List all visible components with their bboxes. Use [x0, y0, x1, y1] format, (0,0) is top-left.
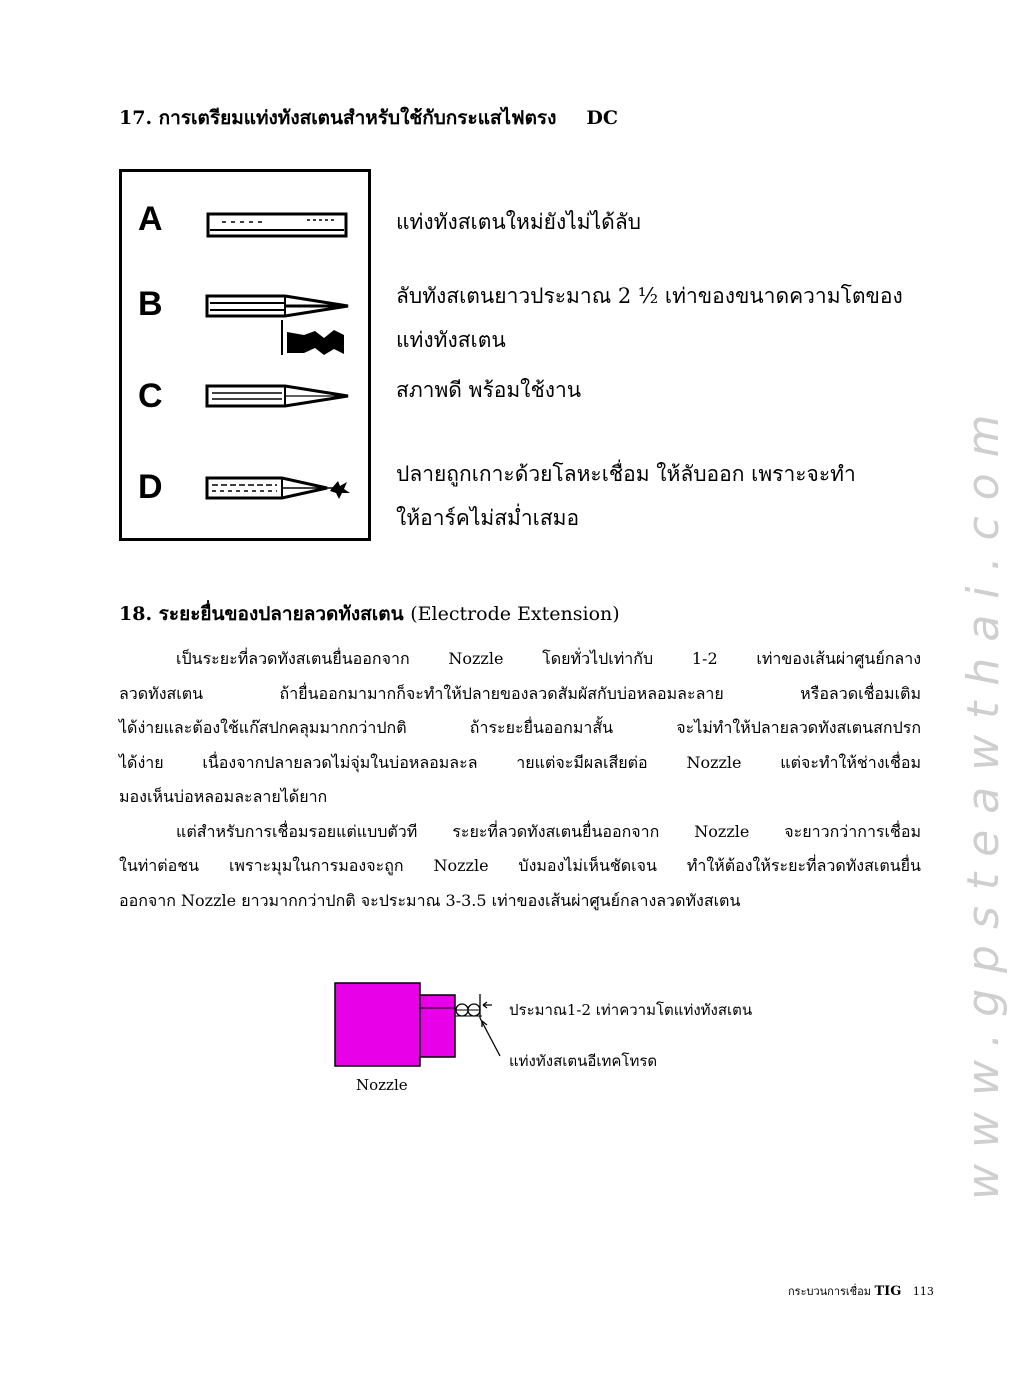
electrode-a-drawing [208, 214, 346, 236]
section-17-heading [119, 103, 618, 133]
section-18-body [119, 642, 921, 918]
electrode-drawings [122, 172, 368, 538]
section-18-heading [119, 599, 620, 629]
caption-d-line-2: ให้อาร์คไม่สม่ำเสมอ [396, 506, 580, 530]
nozzle-tip [420, 995, 455, 1057]
diagram-extension-label: ประมาณ1-2 เท่าความโตแท่งทังสเตน [509, 1001, 753, 1019]
extension-arrow [483, 1002, 492, 1008]
section-17-title: 17. การเตรียมแท่งทังสเตนสำหรับใช้กับกระแสไฟตรง [119, 107, 557, 129]
electrode-figure [119, 169, 371, 541]
diagram-electrode-label: แท่งทังสเตนอีเทคโทรด [509, 1052, 658, 1070]
para2-line-3: ออกจาก Nozzle ยาวมากกว่าปกติ จะประมาณ 3-3.5 เท่าของเส้นผ่าศูนย์กลางลวดทังสเตน [119, 890, 741, 910]
caption-c [396, 368, 581, 412]
electrode-c-drawing [207, 386, 348, 406]
diagram-nozzle-label: Nozzle [356, 1076, 408, 1094]
electrode-letter-b: B [138, 285, 163, 323]
caption-a-line-1: แท่งทังสเตนใหม่ยังไม่ได้ลับ [396, 210, 642, 234]
page-number: 113 [912, 1285, 934, 1298]
footer-text: กระบวนการเชื่อม [788, 1285, 871, 1298]
para2-line-1: แต่สำหรับการเชื่อมรอยแต่แบบตัวที ระยะที่ลวดทังสเตนยื่นออกจาก Nozzle จะยาวกว่าการเชื่อม [176, 821, 921, 841]
nozzle-diagram [330, 978, 510, 1078]
electrode-letter-c: C [138, 377, 163, 415]
section-18-title: 18. ระยะยื่นของปลายลวดทังสเตน [119, 603, 404, 625]
page-footer [788, 1282, 934, 1300]
para1-line-1: เป็นระยะที่ลวดทังสเตนยื่นออกจาก Nozzle โดยทั่วไปเท่ากับ 1-2 เท่าของเส้นผ่าศูนย์กลาง [176, 649, 921, 668]
para1-line-3: ได้ง่ายและต้องใช้แก๊สปกคลุมมากกว่าปกติ ถ้าระยะยื่นออกมาสั้น จะไม่ทำให้ปลายลวดทังสเตนสกปรก [119, 718, 921, 737]
electrode-b-drawing [207, 296, 348, 355]
caption-d [396, 452, 856, 540]
para1-line-4: ได้ง่าย เนื่องจากปลายลวดไม่จุ่มในบ่อหลอมละล ายแต่จะมีผลเสียต่อ Nozzle แต่จะทำให้ช่างเชื่อม [119, 752, 921, 772]
caption-b [396, 274, 903, 362]
electrode-d-drawing [207, 478, 350, 499]
para2-line-2: ในท่าต่อชน เพราะมุมในการมองจะถูก Nozzle บังมองไม่เห็นชัดเจน ทำให้ต้องให้ระยะที่ลวดทังสเตนยื่น [119, 856, 921, 875]
caption-b-line-2: แท่งทังสเตน [396, 328, 506, 352]
section-17-current-type: DC [586, 107, 618, 129]
electrode-letter-a: A [138, 200, 163, 238]
footer-process: TIG [874, 1284, 902, 1299]
para1-line-5: มองเห็นบ่อหลอมละลายได้ยาก [119, 787, 328, 806]
caption-d-line-1: ปลายถูกเกาะด้วยโลหะเชื่อม ให้ลับออก เพราะจะทำ [396, 462, 856, 486]
para1-line-2: ลวดทังสเตน ถ้ายื่นออกมามากก็จะทำให้ปลายของลวดสัมผัสกับบ่อหลอมละลาย หรือลวดเชื่อมเติม [119, 683, 921, 703]
electrode-letter-d: D [138, 468, 163, 506]
nozzle-body [335, 983, 420, 1066]
caption-a [396, 200, 641, 244]
watermark: www.gpsteawthai.com [958, 398, 1009, 1200]
section-18-title-en: (Electrode Extension) [410, 603, 620, 625]
caption-b-line-1: ลับทังสเตนยาวประมาณ 2 ½ เท่าของขนาดความโตของ [396, 284, 903, 308]
caption-c-line-1: สภาพดี พร้อมใช้งาน [396, 378, 582, 402]
electrode-pointer [480, 1018, 500, 1056]
